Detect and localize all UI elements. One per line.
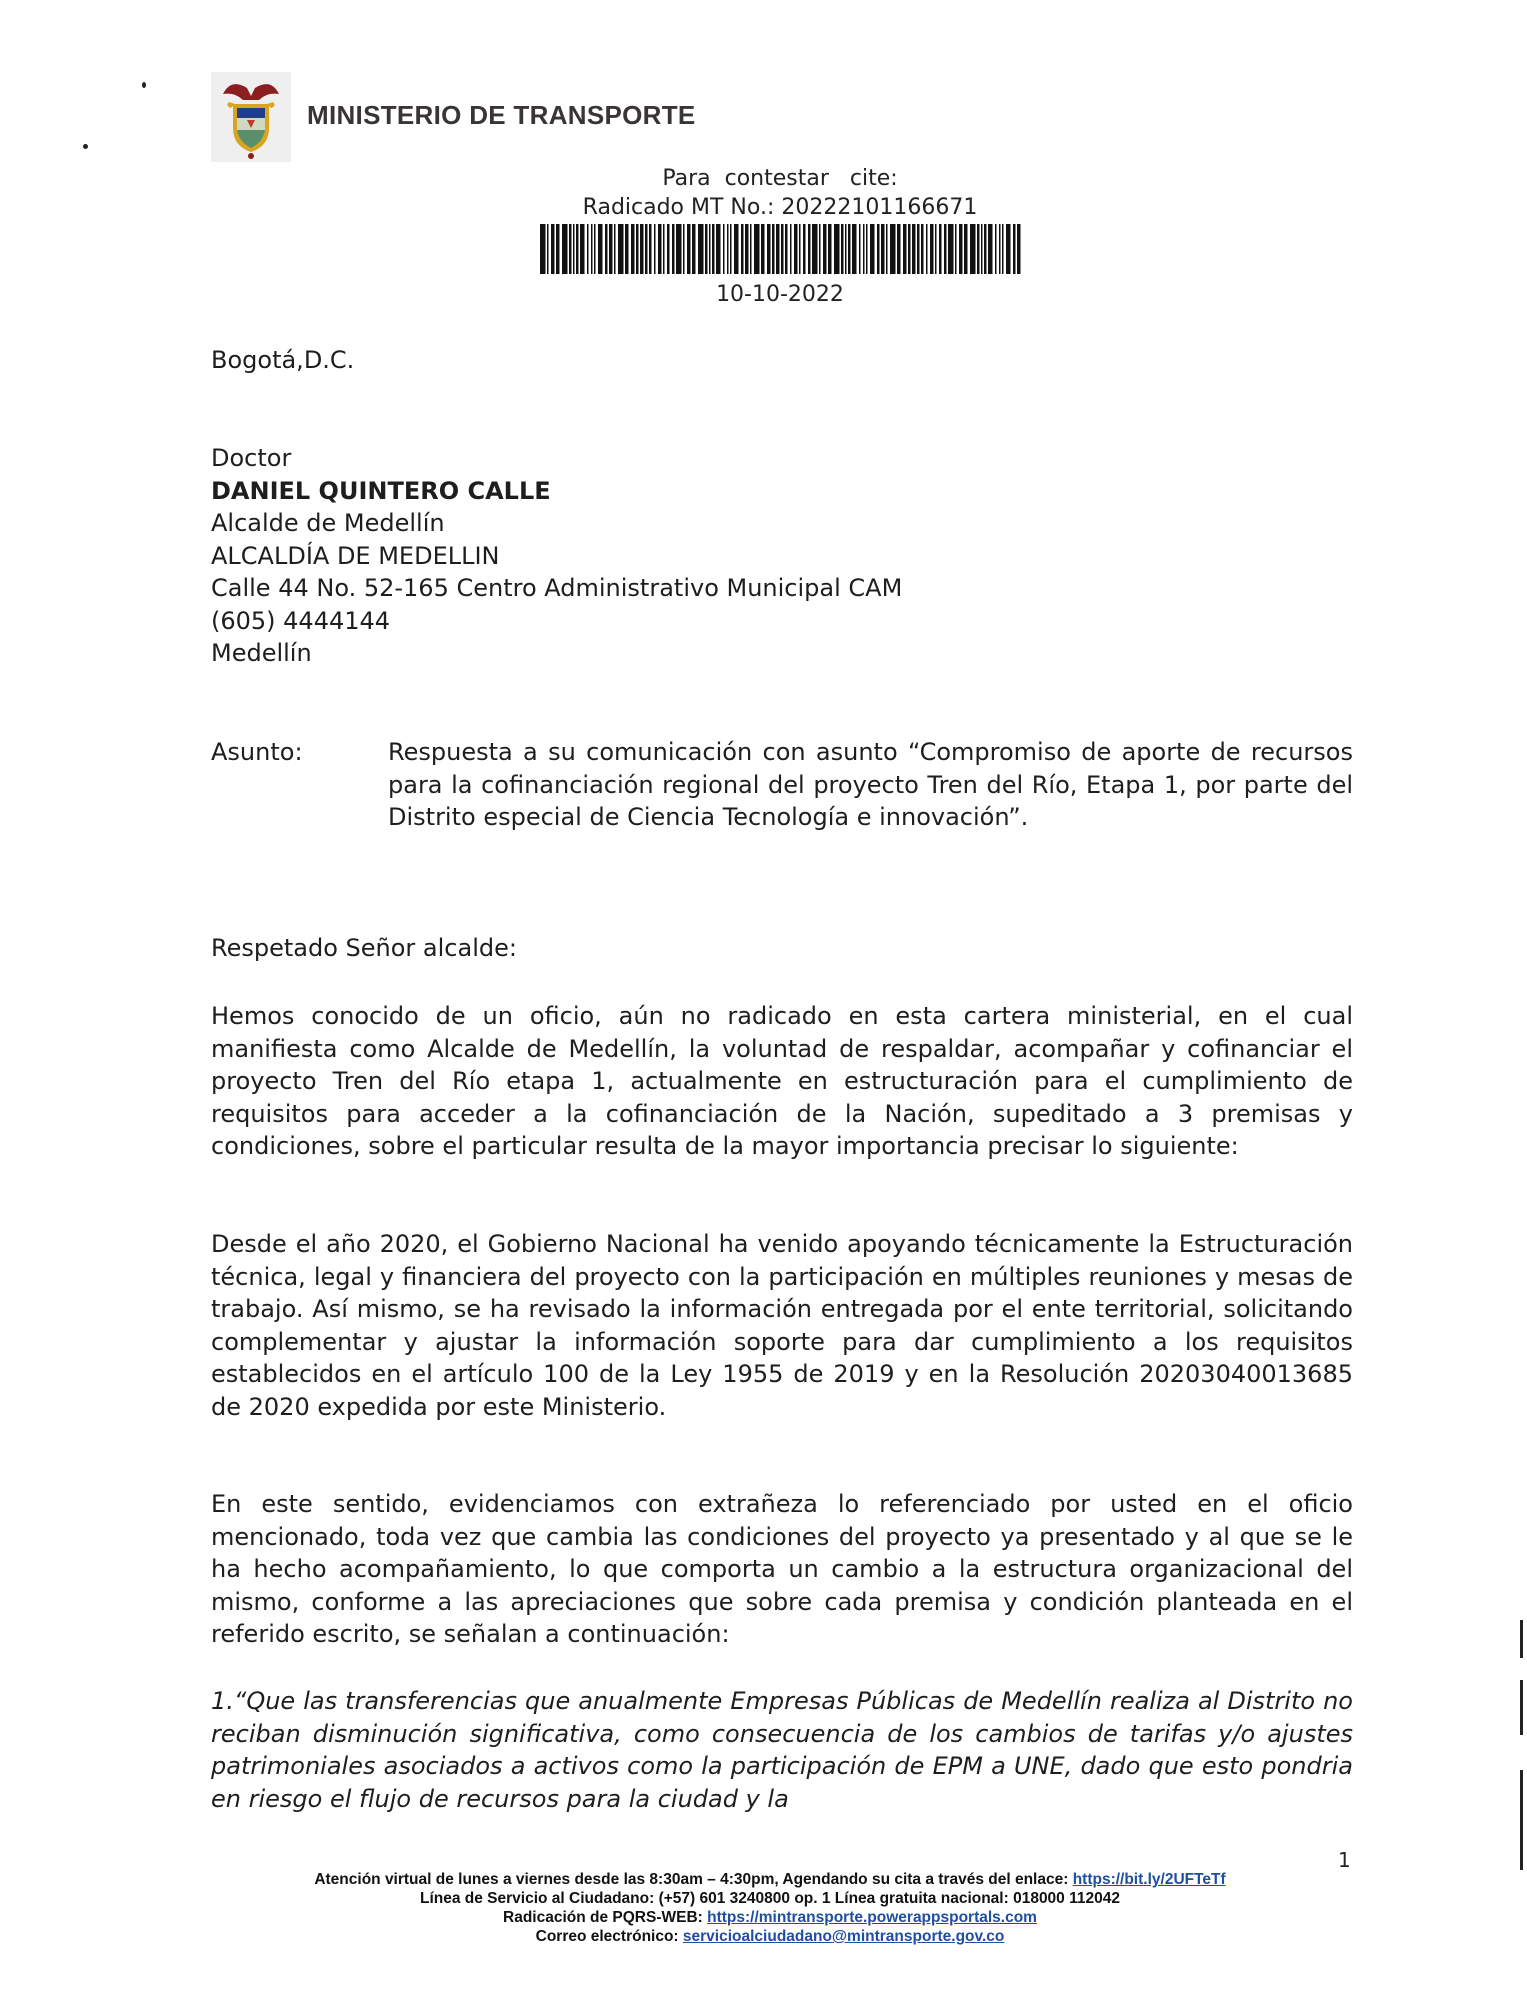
barcode-bar — [897, 224, 901, 274]
body-paragraph: En este sentido, evidenciamos con extrañeza lo referenciado por usted en el oficio mencionado, toda vez que cambia las condiciones del proyecto ya presentado y al que se le ha hecho acompañamiento, lo que comporta un cambio a la estructura organizacional del mismo, conforme a las apreciaciones que sobre cada premisa y condición planteada en el referido escrito, se señalan a continuación: — [211, 1490, 1353, 1648]
barcode-bar — [663, 224, 665, 274]
barcode-bar — [573, 224, 575, 274]
barcode-bar — [939, 224, 942, 274]
barcode-bar — [988, 224, 993, 274]
barcode-bar — [692, 224, 696, 274]
body-paragraph: Desde el año 2020, el Gobierno Nacional ha venido apoyando técnicamente la Estructuración técnica, legal y financiera del proyecto con la participación en múltiples reuniones y mesas de trabajo. Así mismo, se ha revisado la información entregada por el ente territorial, solicitando complementar y ajustar la información soporte para dar cumplimiento a los requisitos establecidos en el artículo 100 de la Ley 1955 de 2019 y en la Resolución 20203040013685 de 2020 expedida por este Ministerio. — [211, 1230, 1353, 1421]
barcode-bar — [828, 224, 832, 274]
barcode-bar — [576, 224, 579, 274]
barcode-bar — [995, 224, 997, 274]
recipient-address: Calle 44 No. 52-165 Centro Administrativo Municipal CAM — [211, 574, 903, 602]
recipient-phone: (605) 4444144 — [211, 606, 391, 635]
barcode-bar — [698, 224, 704, 274]
barcode-bar — [890, 224, 896, 274]
recipient-title: Doctor — [211, 444, 292, 472]
footer — [180, 1870, 1360, 1946]
barcode-bar — [772, 224, 775, 274]
barcode-bar — [598, 224, 603, 274]
barcode-bar — [1002, 224, 1004, 274]
barcode-bar — [676, 224, 682, 274]
barcode-bar — [712, 224, 715, 274]
barcode-bar — [981, 224, 983, 274]
barcode-bar — [540, 224, 546, 274]
recipient-block — [211, 442, 902, 670]
scan-speck — [142, 82, 146, 88]
body-paragraph: Hemos conocido de un oficio, aún no radicado en esta cartera ministerial, en el cual manifiesta como Alcalde de Medellín, la voluntad de respaldar, acompañar y cofinanciar el proyecto Tren del Río etapa 1, actualmente en estructuración para el cumplimiento de requisitos para acceder a la cofinanciación de la Nación, supeditado a 3 premisas y condiciones, sobre el particular resulta de la mayor importancia precisar lo siguiente: — [211, 1002, 1353, 1160]
ministry-name: MINISTERIO DE TRANSPORTE — [307, 100, 696, 130]
footer-phone-line: Línea de Servicio al Ciudadano: (+57) 601 3240800 op. 1 Línea gratuita nacional: 018000 112042 — [420, 1890, 1120, 1907]
barcode-bar — [944, 224, 947, 274]
barcode-bar — [614, 224, 616, 274]
barcode-bar — [935, 224, 937, 274]
barcode-bar — [926, 224, 928, 274]
barcode-bar — [977, 224, 980, 274]
barcode-bar — [705, 224, 708, 274]
barcode-bar — [921, 224, 924, 274]
barcode-bar — [852, 224, 857, 274]
barcode-bar — [908, 224, 911, 274]
recipient-name: DANIEL QUINTERO CALLE — [211, 476, 551, 505]
footer-attention-line — [180, 1870, 1360, 1889]
scan-speck — [83, 144, 88, 149]
barcode-bar — [845, 224, 847, 274]
barcode-bar — [999, 224, 1001, 274]
barcode-bar — [730, 224, 732, 274]
barcode-bar — [618, 224, 624, 274]
footer-email-line — [180, 1927, 1360, 1946]
barcode-bar — [750, 224, 752, 274]
barcode-bar — [745, 224, 749, 274]
barcode-bar — [859, 224, 861, 274]
subject-label: Asunto: — [211, 738, 303, 766]
barcode-bar — [654, 224, 656, 274]
barcode-bar — [823, 224, 827, 274]
cite-label: Para contestar cite: — [662, 166, 898, 191]
barcode-bar — [609, 224, 613, 274]
barcode-bar — [841, 224, 844, 274]
barcode-bar — [799, 224, 801, 274]
page-number: 1 — [1338, 1848, 1351, 1872]
barcode-bar — [687, 224, 691, 274]
appointment-link[interactable]: https://bit.ly/2UFTeTf — [1072, 1871, 1226, 1888]
barcode-bar — [877, 224, 880, 274]
barcode-bar — [667, 224, 670, 274]
coat-of-arms-icon — [211, 72, 291, 162]
barcode-bar — [964, 224, 968, 274]
recipient-entity: ALCALDÍA DE MEDELLIN — [211, 541, 500, 570]
barcode-bar — [903, 224, 907, 274]
barcode-bar — [834, 224, 840, 274]
barcode-bar — [649, 224, 652, 274]
barcode-bar — [631, 224, 635, 274]
barcode-bar — [709, 224, 711, 274]
barcode-bar — [819, 224, 821, 274]
barcode-bar — [587, 224, 589, 274]
barcode-bar — [781, 224, 784, 274]
barcode-bar — [645, 224, 648, 274]
barcode-bar — [741, 224, 744, 274]
barcode-bar — [948, 224, 954, 274]
barcode-bar — [562, 224, 568, 274]
barcode-bar — [594, 224, 596, 274]
footer-attention-text: Atención virtual de lunes a viernes desde las 8:30am – 4:30pm, Agendando su cita a través del enlace: — [314, 1871, 1073, 1888]
barcode-bar — [727, 224, 729, 274]
barcode-bar — [959, 224, 963, 274]
barcode-bar — [569, 224, 572, 274]
barcode-bar — [636, 224, 639, 274]
footer-pqrs-line — [180, 1908, 1360, 1927]
scan-edge-mark — [1520, 1680, 1523, 1735]
barcode-bar — [881, 224, 885, 274]
barcode-bar — [1013, 224, 1016, 274]
email-link[interactable]: servicioalciudadano@mintransporte.gov.co — [682, 1928, 1005, 1945]
scan-edge-mark — [1520, 1770, 1523, 1870]
pqrs-link[interactable]: https://mintransporte.powerappsportals.com — [707, 1909, 1037, 1926]
barcode-bar — [984, 224, 987, 274]
barcode-bar — [767, 224, 771, 274]
barcode-bar — [683, 224, 685, 274]
radicado-date: 10-10-2022 — [716, 282, 844, 307]
barcode — [540, 224, 1022, 274]
barcode-bar — [776, 224, 780, 274]
barcode-bar — [716, 224, 721, 274]
barcode-bar — [848, 224, 851, 274]
barcode-bar — [580, 224, 585, 274]
footer-pqrs-label: Radicación de PQRS-WEB: — [503, 1909, 708, 1926]
barcode-bar — [886, 224, 888, 274]
barcode-bar — [591, 224, 593, 274]
barcode-bar — [912, 224, 916, 274]
radicado-number: Radicado MT No.: 20222101166671 — [582, 195, 978, 220]
barcode-bar — [605, 224, 608, 274]
recipient-city: Medellín — [211, 639, 312, 667]
barcode-bar — [803, 224, 806, 274]
barcode-bar — [640, 224, 644, 274]
barcode-bar — [556, 224, 560, 274]
subject-text: Respuesta a su comunicación con asunto “Compromiso de aporte de recursos para la cofinanciación regional del proyecto Tren del Río, Etapa 1, por parte del Distrito especial de Ciencia Tecnología e innovación”. — [388, 738, 1353, 831]
barcode-bar — [547, 224, 549, 274]
barcode-bar — [812, 224, 818, 274]
barcode-bar — [761, 224, 765, 274]
barcode-bar — [794, 224, 798, 274]
barcode-bar — [658, 224, 662, 274]
scan-edge-mark — [1520, 1620, 1523, 1658]
coat-of-arms-logo — [211, 72, 291, 162]
footer-email-label: Correo electrónico: — [535, 1928, 683, 1945]
barcode-bar — [970, 224, 976, 274]
barcode-bar — [551, 224, 555, 274]
recipient-position: Alcalde de Medellín — [211, 509, 445, 537]
barcode-bar — [785, 224, 788, 274]
barcode-bar — [734, 224, 739, 274]
barcode-bar — [1006, 224, 1011, 274]
barcode-bar — [754, 224, 760, 274]
barcode-bar — [808, 224, 811, 274]
barcode-bar — [672, 224, 675, 274]
barcode-bar — [790, 224, 792, 274]
barcode-bar — [863, 224, 865, 274]
barcode-bar — [1017, 224, 1021, 274]
barcode-bar — [625, 224, 629, 274]
quoted-premise: 1.“Que las transferencias que anualmente Empresas Públicas de Medellín realiza al Distrito no reciban disminución significativa, como consecuencia de los cambios de tarifas y/o ajustes patrimoniales asociados a activos como la participación de EPM a UNE, dado que esto pondria en riesgo el flujo de recursos para la ciudad y la — [211, 1687, 1353, 1813]
barcode-bar — [723, 224, 725, 274]
barcode-bar — [917, 224, 920, 274]
salutation: Respetado Señor alcalde: — [211, 934, 517, 962]
place: Bogotá,D.C. — [211, 346, 355, 374]
barcode-bar — [930, 224, 934, 274]
barcode-bar — [955, 224, 957, 274]
barcode-bar — [870, 224, 875, 274]
barcode-bar — [866, 224, 868, 274]
